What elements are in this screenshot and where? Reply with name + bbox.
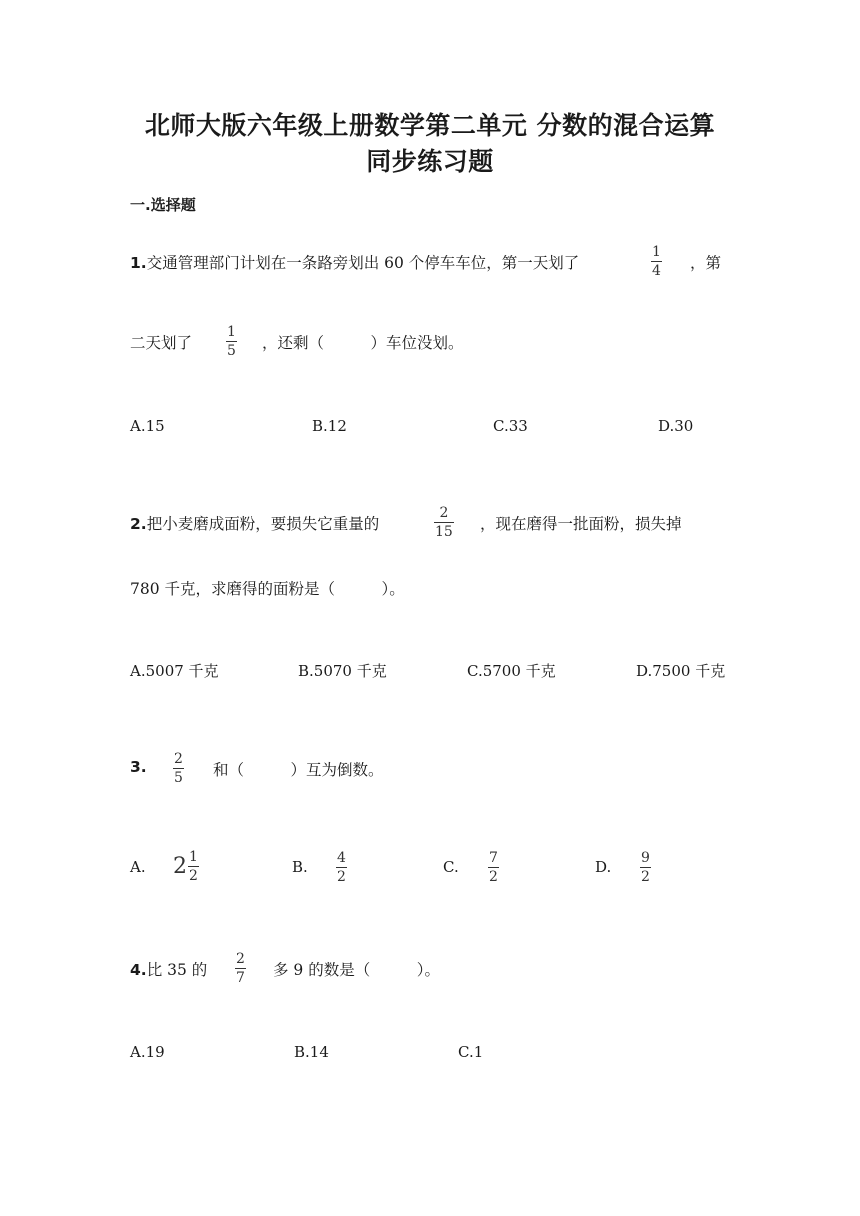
question-number: 2. — [130, 515, 147, 533]
option-a[interactable]: A.5007 千克 — [130, 662, 219, 680]
fraction-numerator: 4 — [337, 850, 346, 866]
fraction-denominator: 15 — [435, 524, 453, 540]
question-1-line-1 — [130, 251, 579, 273]
question-text: ，第 — [690, 254, 722, 272]
fraction-denominator: 2 — [189, 868, 198, 884]
fraction — [226, 325, 237, 358]
fraction — [173, 752, 184, 785]
fraction-numerator: 2 — [174, 751, 183, 767]
question-text: 多 9 的数是（ ）。 — [273, 961, 440, 979]
option-c[interactable]: C.33 — [493, 417, 528, 435]
question-2-line-2: 780 千克，求磨得的面粉是（ ）。 — [130, 580, 405, 598]
section-heading: 一.选择题 — [130, 196, 196, 214]
mixed-whole: 2 — [173, 854, 187, 879]
option-b[interactable] — [292, 858, 308, 876]
fraction — [434, 506, 454, 539]
fraction-numerator: 1 — [652, 244, 661, 260]
fraction-denominator: 5 — [227, 343, 236, 359]
question-text: ，现在磨得一批面粉，损失掉 — [480, 515, 682, 533]
fraction-numerator: 9 — [641, 850, 650, 866]
fraction-denominator: 5 — [174, 770, 183, 786]
option-d[interactable]: D.30 — [658, 417, 694, 435]
option-c[interactable] — [443, 858, 459, 876]
question-number: 1. — [130, 254, 147, 272]
fraction-numerator: 1 — [189, 849, 198, 865]
option-a[interactable]: A.15 — [130, 417, 165, 435]
option-c[interactable]: C.1 — [458, 1043, 484, 1061]
option-label: C. — [443, 858, 459, 876]
question-3-line-1 — [130, 758, 147, 776]
fraction-numerator: 2 — [236, 951, 245, 967]
question-1-line-2: 二天划了 — [130, 334, 193, 352]
page-subtitle: 同步练习题 — [366, 147, 494, 176]
question-text: 把小麦磨成面粉，要损失它重量的 — [146, 515, 380, 533]
question-text: ，还剩（ ）车位没划。 — [262, 334, 464, 352]
fraction — [235, 952, 246, 985]
option-d[interactable]: D.7500 千克 — [636, 662, 726, 680]
fraction-denominator: 2 — [337, 869, 346, 885]
question-4-line-1 — [130, 958, 207, 980]
question-2-line-1 — [130, 512, 379, 534]
fraction — [488, 851, 499, 884]
option-b[interactable]: B.5070 千克 — [298, 662, 387, 680]
option-c[interactable]: C.5700 千克 — [467, 662, 556, 680]
fraction-denominator: 7 — [236, 970, 245, 986]
option-label: D. — [595, 858, 612, 876]
fraction — [640, 851, 651, 884]
fraction-denominator: 4 — [652, 263, 661, 279]
question-number: 3. — [130, 758, 147, 776]
option-label: A. — [130, 858, 146, 876]
option-label: B. — [292, 858, 308, 876]
page-title: 北师大版六年级上册数学第二单元 分数的混合运算 — [144, 111, 716, 140]
fraction-denominator: 2 — [641, 869, 650, 885]
option-a[interactable]: A.19 — [130, 1043, 165, 1061]
fraction — [188, 850, 199, 883]
option-b[interactable]: B.12 — [312, 417, 347, 435]
fraction-numerator: 1 — [227, 324, 236, 340]
question-text: 比 35 的 — [146, 961, 208, 979]
fraction — [651, 245, 662, 278]
option-a[interactable] — [130, 858, 146, 876]
option-b[interactable]: B.14 — [294, 1043, 329, 1061]
question-text: 和（ ）互为倒数。 — [213, 761, 384, 779]
fraction-denominator: 2 — [489, 869, 498, 885]
question-number: 4. — [130, 961, 147, 979]
fraction — [336, 851, 347, 884]
fraction-numerator: 2 — [439, 505, 449, 521]
option-d[interactable] — [595, 858, 611, 876]
mixed-number — [173, 850, 199, 883]
question-text: 交通管理部门计划在一条路旁划出 60 个停车车位，第一天划了 — [146, 254, 580, 272]
fraction-numerator: 7 — [489, 850, 498, 866]
